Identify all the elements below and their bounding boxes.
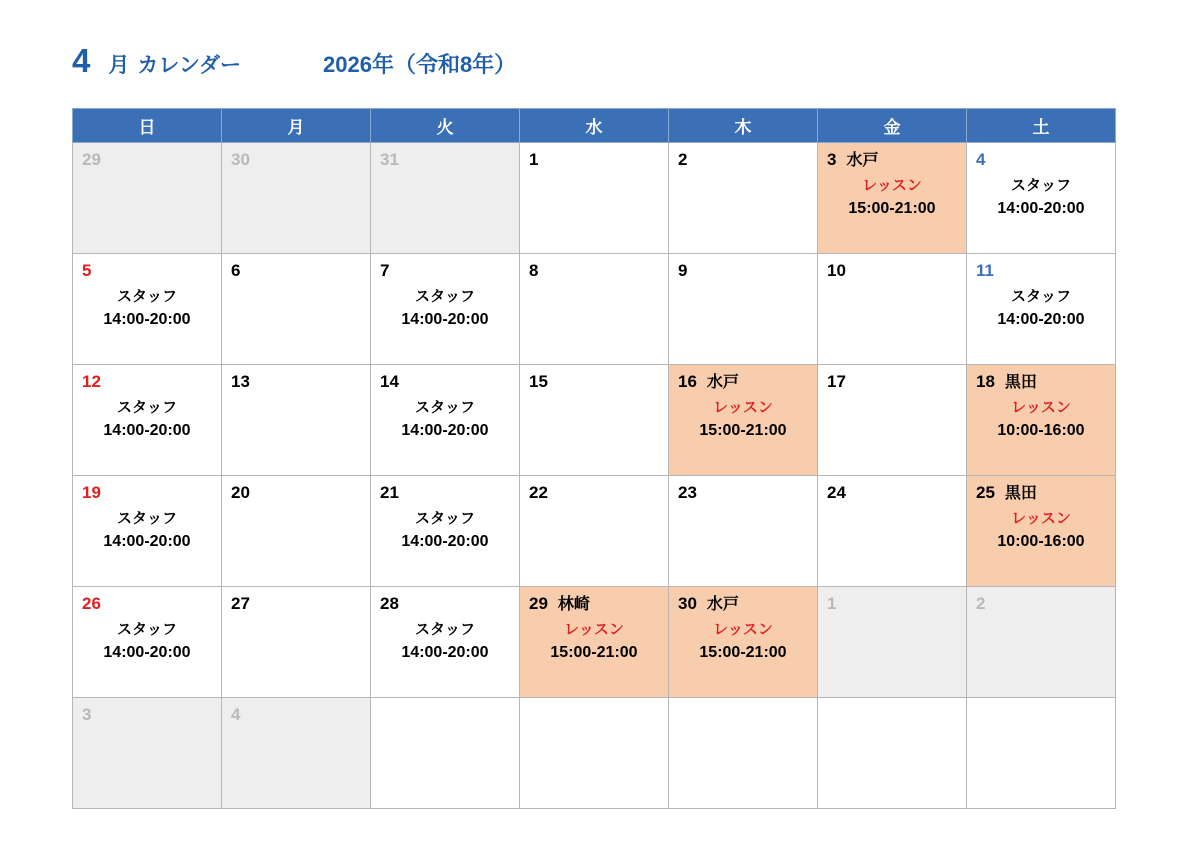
day-number-line bbox=[231, 706, 361, 726]
shift-time-label: 15:00-21:00 bbox=[699, 643, 787, 661]
shift-note bbox=[976, 508, 1106, 553]
day-number-line bbox=[678, 595, 808, 615]
day-cell-content bbox=[222, 476, 370, 586]
day-number-line bbox=[678, 373, 808, 393]
day-number-line bbox=[678, 484, 808, 504]
day-number: 4 bbox=[231, 705, 241, 724]
day-cell-content bbox=[73, 587, 221, 697]
shift-note bbox=[82, 397, 212, 442]
day-cell-content bbox=[669, 587, 817, 697]
day-cell-content bbox=[73, 143, 221, 253]
day-number-line bbox=[380, 262, 510, 282]
calendar-day-cell[interactable] bbox=[967, 587, 1116, 698]
weekday-header-sun: 日 bbox=[73, 109, 222, 143]
calendar-body bbox=[73, 143, 1116, 809]
calendar-week-row bbox=[73, 365, 1116, 476]
calendar-day-cell[interactable] bbox=[371, 476, 520, 587]
shift-note bbox=[976, 286, 1106, 331]
instructor-name: 林崎 bbox=[557, 596, 590, 613]
day-cell-content bbox=[967, 143, 1115, 253]
day-number: 5 bbox=[82, 261, 92, 280]
day-cell-content bbox=[669, 143, 817, 253]
shift-note bbox=[82, 286, 212, 331]
calendar-week-row bbox=[73, 587, 1116, 698]
shift-time-label: 14:00-20:00 bbox=[401, 421, 489, 439]
calendar-day-cell[interactable] bbox=[222, 476, 371, 587]
day-cell-content bbox=[520, 365, 668, 475]
day-number-line bbox=[976, 262, 1106, 282]
day-cell-content bbox=[520, 476, 668, 586]
day-cell-content bbox=[222, 365, 370, 475]
day-number-line bbox=[82, 262, 212, 282]
calendar-day-cell[interactable] bbox=[967, 698, 1116, 809]
shift-role-label: レッスン bbox=[1011, 510, 1071, 527]
day-number-line bbox=[380, 151, 510, 171]
shift-role-label: レッスン bbox=[862, 177, 922, 194]
day-cell-content bbox=[520, 143, 668, 253]
shift-time-label: 10:00-16:00 bbox=[997, 421, 1085, 439]
day-number: 2 bbox=[678, 150, 688, 169]
day-cell-content bbox=[222, 587, 370, 697]
calendar-day-cell[interactable] bbox=[222, 143, 371, 254]
calendar-day-cell[interactable] bbox=[520, 254, 669, 365]
shift-note bbox=[827, 175, 957, 220]
day-cell-content bbox=[818, 476, 966, 586]
day-number: 13 bbox=[231, 372, 250, 391]
day-number-line bbox=[529, 373, 659, 393]
calendar-day-cell[interactable] bbox=[73, 254, 222, 365]
instructor-name: 水戸 bbox=[846, 152, 879, 169]
day-cell-content bbox=[818, 365, 966, 475]
day-number-line bbox=[82, 373, 212, 393]
calendar-week-row bbox=[73, 476, 1116, 587]
calendar-day-cell[interactable] bbox=[669, 698, 818, 809]
day-number-line bbox=[231, 262, 361, 282]
day-number: 23 bbox=[678, 483, 697, 502]
calendar-day-cell[interactable] bbox=[967, 365, 1116, 476]
calendar-day-cell[interactable] bbox=[967, 254, 1116, 365]
shift-note bbox=[976, 397, 1106, 442]
calendar-day-cell[interactable] bbox=[73, 587, 222, 698]
day-cell-content bbox=[967, 254, 1115, 364]
day-number: 2 bbox=[976, 594, 986, 613]
day-number: 9 bbox=[678, 261, 688, 280]
month-kanji-label: 月 bbox=[108, 54, 130, 77]
calendar-day-cell[interactable] bbox=[669, 365, 818, 476]
calendar-day-cell[interactable] bbox=[222, 587, 371, 698]
day-number-line bbox=[380, 706, 510, 726]
day-cell-content bbox=[371, 254, 519, 364]
day-number-line bbox=[529, 595, 659, 615]
day-cell-content bbox=[669, 476, 817, 586]
day-number-line bbox=[976, 706, 1106, 726]
instructor-name: 水戸 bbox=[706, 374, 739, 391]
day-number: 29 bbox=[82, 150, 101, 169]
year-label: 2026年（令和8年） bbox=[323, 52, 517, 77]
shift-role-label: レッスン bbox=[1011, 399, 1071, 416]
day-cell-content bbox=[73, 476, 221, 586]
day-number-line bbox=[529, 706, 659, 726]
shift-note bbox=[380, 286, 510, 331]
day-number: 28 bbox=[380, 594, 399, 613]
day-number-line bbox=[827, 262, 957, 282]
instructor-name: 黒田 bbox=[1004, 374, 1037, 391]
day-number: 14 bbox=[380, 372, 399, 391]
day-number: 22 bbox=[529, 483, 548, 502]
day-number-line bbox=[82, 595, 212, 615]
calendar-day-cell[interactable] bbox=[520, 143, 669, 254]
calendar-day-cell[interactable] bbox=[818, 587, 967, 698]
day-number: 8 bbox=[529, 261, 539, 280]
calendar-day-cell[interactable] bbox=[520, 698, 669, 809]
day-number-line bbox=[529, 262, 659, 282]
calendar-day-cell[interactable] bbox=[669, 254, 818, 365]
day-number: 15 bbox=[529, 372, 548, 391]
shift-role-label: スタッフ bbox=[414, 399, 475, 416]
weekday-header-thu: 木 bbox=[669, 109, 818, 143]
day-number-line bbox=[827, 373, 957, 393]
day-number: 26 bbox=[82, 594, 101, 613]
day-number-line bbox=[380, 484, 510, 504]
day-cell-content bbox=[73, 698, 221, 808]
weekday-header-tue: 火 bbox=[371, 109, 520, 143]
shift-time-label: 14:00-20:00 bbox=[103, 310, 191, 328]
day-number-line bbox=[231, 595, 361, 615]
day-number-line bbox=[529, 151, 659, 171]
instructor-name: 黒田 bbox=[1004, 485, 1037, 502]
day-cell-content bbox=[818, 254, 966, 364]
shift-role-label: スタッフ bbox=[116, 510, 177, 527]
day-number-line bbox=[976, 151, 1106, 171]
shift-time-label: 14:00-20:00 bbox=[401, 310, 489, 328]
calendar-day-cell[interactable] bbox=[818, 143, 967, 254]
shift-role-label: スタッフ bbox=[414, 510, 475, 527]
weekday-header-mon: 月 bbox=[222, 109, 371, 143]
day-number: 12 bbox=[82, 372, 101, 391]
day-number-line bbox=[976, 595, 1106, 615]
calendar-day-cell[interactable] bbox=[371, 587, 520, 698]
calendar-day-cell[interactable] bbox=[73, 365, 222, 476]
day-cell-content bbox=[818, 698, 966, 808]
shift-note bbox=[976, 175, 1106, 220]
weekday-header-sat: 土 bbox=[967, 109, 1116, 143]
calendar-day-cell[interactable] bbox=[818, 254, 967, 365]
calendar-day-cell[interactable] bbox=[818, 365, 967, 476]
calendar-day-cell[interactable] bbox=[669, 143, 818, 254]
shift-note bbox=[380, 619, 510, 664]
day-number-line bbox=[380, 595, 510, 615]
instructor-name: 水戸 bbox=[706, 596, 739, 613]
shift-time-label: 15:00-21:00 bbox=[550, 643, 638, 661]
shift-role-label: レッスン bbox=[713, 399, 773, 416]
calendar-title bbox=[72, 44, 516, 77]
shift-time-label: 14:00-20:00 bbox=[103, 421, 191, 439]
day-cell-content bbox=[371, 365, 519, 475]
month-number: 4 bbox=[72, 42, 91, 79]
calendar-day-cell[interactable] bbox=[669, 476, 818, 587]
day-number: 6 bbox=[231, 261, 241, 280]
calendar-word-label: カレンダー bbox=[137, 54, 241, 77]
day-cell-content bbox=[371, 476, 519, 586]
calendar-day-cell[interactable] bbox=[73, 476, 222, 587]
shift-role-label: スタッフ bbox=[1010, 288, 1071, 305]
day-number: 29 bbox=[529, 594, 548, 613]
day-cell-content bbox=[669, 365, 817, 475]
day-number: 18 bbox=[976, 372, 995, 391]
day-cell-content bbox=[967, 698, 1115, 808]
calendar-week-row bbox=[73, 254, 1116, 365]
shift-time-label: 14:00-20:00 bbox=[401, 643, 489, 661]
day-number: 24 bbox=[827, 483, 846, 502]
day-number-line bbox=[82, 706, 212, 726]
shift-time-label: 14:00-20:00 bbox=[997, 199, 1085, 217]
day-number-line bbox=[231, 151, 361, 171]
shift-note bbox=[82, 508, 212, 553]
day-cell-content bbox=[520, 698, 668, 808]
day-number: 17 bbox=[827, 372, 846, 391]
day-number: 3 bbox=[827, 150, 837, 169]
calendar-day-cell[interactable] bbox=[73, 698, 222, 809]
calendar-day-cell[interactable] bbox=[73, 143, 222, 254]
calendar-day-cell[interactable] bbox=[222, 254, 371, 365]
shift-role-label: スタッフ bbox=[116, 621, 177, 638]
day-number: 30 bbox=[231, 150, 250, 169]
calendar-day-cell[interactable] bbox=[669, 587, 818, 698]
day-number: 27 bbox=[231, 594, 250, 613]
day-number-line bbox=[976, 373, 1106, 393]
day-number-line bbox=[529, 484, 659, 504]
shift-time-label: 14:00-20:00 bbox=[997, 310, 1085, 328]
shift-time-label: 15:00-21:00 bbox=[848, 199, 936, 217]
day-number: 7 bbox=[380, 261, 390, 280]
shift-time-label: 15:00-21:00 bbox=[699, 421, 787, 439]
calendar-day-cell[interactable] bbox=[222, 365, 371, 476]
calendar-day-cell[interactable] bbox=[967, 143, 1116, 254]
shift-role-label: スタッフ bbox=[116, 288, 177, 305]
shift-role-label: レッスン bbox=[564, 621, 624, 638]
day-cell-content bbox=[73, 254, 221, 364]
day-number-line bbox=[231, 373, 361, 393]
day-cell-content bbox=[73, 365, 221, 475]
day-number-line bbox=[827, 151, 957, 171]
day-number-line bbox=[82, 484, 212, 504]
day-number-line bbox=[678, 151, 808, 171]
day-number: 21 bbox=[380, 483, 399, 502]
day-cell-content bbox=[371, 143, 519, 253]
shift-role-label: レッスン bbox=[713, 621, 773, 638]
day-number: 4 bbox=[976, 150, 986, 169]
day-number: 10 bbox=[827, 261, 846, 280]
shift-note bbox=[529, 619, 659, 664]
calendar-day-cell[interactable] bbox=[818, 476, 967, 587]
calendar-day-cell[interactable] bbox=[520, 365, 669, 476]
weekday-header-row bbox=[73, 109, 1116, 143]
day-number-line bbox=[827, 595, 957, 615]
day-number-line bbox=[82, 151, 212, 171]
day-number: 25 bbox=[976, 483, 995, 502]
shift-note bbox=[380, 508, 510, 553]
calendar-day-cell[interactable] bbox=[371, 365, 520, 476]
day-number: 19 bbox=[82, 483, 101, 502]
shift-role-label: スタッフ bbox=[116, 399, 177, 416]
shift-note bbox=[678, 619, 808, 664]
day-number: 31 bbox=[380, 150, 399, 169]
day-number: 16 bbox=[678, 372, 697, 391]
day-number-line bbox=[380, 373, 510, 393]
day-number-line bbox=[827, 706, 957, 726]
day-cell-content bbox=[818, 143, 966, 253]
shift-time-label: 14:00-20:00 bbox=[401, 532, 489, 550]
shift-role-label: スタッフ bbox=[1010, 177, 1071, 194]
day-cell-content bbox=[520, 254, 668, 364]
day-cell-content bbox=[520, 587, 668, 697]
shift-note bbox=[380, 397, 510, 442]
day-cell-content bbox=[818, 587, 966, 697]
day-number-line bbox=[231, 484, 361, 504]
calendar-day-cell[interactable] bbox=[371, 254, 520, 365]
calendar-grid bbox=[72, 108, 1116, 809]
day-number: 30 bbox=[678, 594, 697, 613]
calendar-day-cell[interactable] bbox=[520, 587, 669, 698]
shift-note bbox=[678, 397, 808, 442]
day-number-line bbox=[976, 484, 1106, 504]
day-number: 1 bbox=[827, 594, 837, 613]
weekday-header-wed: 水 bbox=[520, 109, 669, 143]
day-number: 3 bbox=[82, 705, 92, 724]
day-number-line bbox=[678, 706, 808, 726]
shift-time-label: 14:00-20:00 bbox=[103, 532, 191, 550]
day-cell-content bbox=[371, 587, 519, 697]
calendar-day-cell[interactable] bbox=[371, 143, 520, 254]
calendar-day-cell[interactable] bbox=[520, 476, 669, 587]
day-number: 1 bbox=[529, 150, 539, 169]
calendar-day-cell[interactable] bbox=[818, 698, 967, 809]
day-cell-content bbox=[967, 476, 1115, 586]
day-cell-content bbox=[669, 698, 817, 808]
day-cell-content bbox=[371, 698, 519, 808]
shift-role-label: スタッフ bbox=[414, 288, 475, 305]
day-number: 11 bbox=[976, 261, 994, 280]
day-cell-content bbox=[967, 365, 1115, 475]
calendar-week-row bbox=[73, 698, 1116, 809]
day-number-line bbox=[827, 484, 957, 504]
weekday-header-fri: 金 bbox=[818, 109, 967, 143]
shift-role-label: スタッフ bbox=[414, 621, 475, 638]
calendar-week-row bbox=[73, 143, 1116, 254]
day-cell-content bbox=[967, 587, 1115, 697]
calendar-day-cell[interactable] bbox=[222, 698, 371, 809]
day-number-line bbox=[678, 262, 808, 282]
shift-time-label: 14:00-20:00 bbox=[103, 643, 191, 661]
day-cell-content bbox=[222, 698, 370, 808]
calendar-day-cell[interactable] bbox=[371, 698, 520, 809]
shift-note bbox=[82, 619, 212, 664]
calendar-day-cell[interactable] bbox=[967, 476, 1116, 587]
day-number: 20 bbox=[231, 483, 250, 502]
day-cell-content bbox=[222, 254, 370, 364]
day-cell-content bbox=[669, 254, 817, 364]
day-cell-content bbox=[222, 143, 370, 253]
shift-time-label: 10:00-16:00 bbox=[997, 532, 1085, 550]
